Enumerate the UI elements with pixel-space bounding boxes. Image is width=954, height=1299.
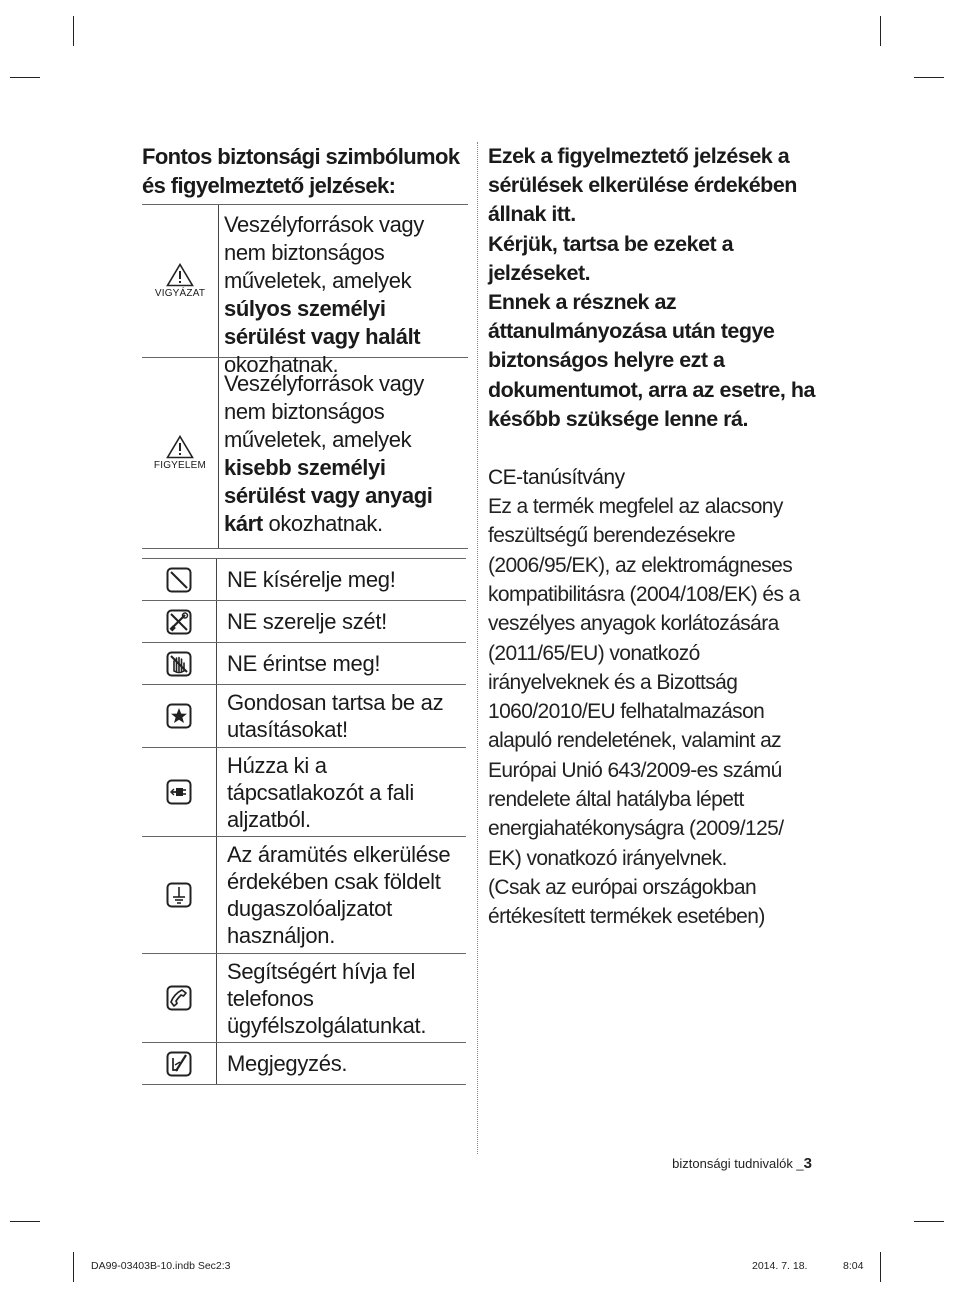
crop-mark <box>73 16 74 46</box>
slug-date: 2014. 7. 18. <box>752 1260 808 1272</box>
symbol-text: Megjegyzés. <box>227 1051 348 1076</box>
section-title-line: és figyelmeztető jelzések: <box>142 173 396 198</box>
section-title-line: Fontos biztonsági szimbólumok <box>142 144 460 169</box>
symbol-text: NE érintse meg! <box>227 651 381 676</box>
crop-mark <box>914 1221 944 1222</box>
phone-icon <box>166 985 192 1011</box>
no-touch-icon <box>166 651 192 677</box>
warning-text-plain: Veszélyforrások vagy nem biztonságos műveletek, amelyek <box>224 212 424 293</box>
symbol-text: Húzza ki a tápcsatlakozót a fali aljzatból. <box>227 752 414 832</box>
crop-mark <box>880 1252 881 1282</box>
symbol-icon-cell <box>142 837 217 953</box>
warning-triangle-icon <box>166 435 194 459</box>
warning-label: FIGYELEM <box>153 460 207 471</box>
warning-text-bold: kisebb személyi sérülést vagy anyagi kárt <box>224 455 433 536</box>
crop-mark <box>880 16 881 46</box>
star-icon <box>166 703 192 729</box>
symbol-icon-cell <box>142 601 217 642</box>
intro-paragraph: Ennek a résznek az áttanulmányozása után tegye biztonságos helyre ezt a dokumentumot, arra az esetre, ha később szüksége lenne rá. <box>488 290 815 431</box>
symbol-row <box>142 685 466 748</box>
crop-mark <box>10 77 40 78</box>
crop-mark <box>73 1252 74 1282</box>
symbol-row <box>142 837 466 954</box>
symbol-row <box>142 954 466 1043</box>
warning-row-figyelem <box>142 358 468 549</box>
warning-label: VIGYÁZAT <box>154 288 206 299</box>
symbol-text: Segítségért hívja fel telefonos ügyfélszolgálatunkat. <box>227 958 427 1038</box>
footer-section-name: biztonsági tudnivalók _ <box>672 1156 804 1171</box>
symbol-text: Az áramütés elkerülése érdekében csak földelt dugaszolóaljzatot használjon. <box>227 842 451 948</box>
slug-file: DA99-03403B-10.indb Sec2:3 <box>91 1260 231 1272</box>
ce-certificate-body: Ez a termék megfelel az alacsony feszültségű berendezésekre (2006/95/EK), az elektromágneses kompatibilitásra (2004/108/EK) és a veszélyes anyagok korlátozására (2011/65/EU) vonatkozó irányelveknek és a Bizottság 1060/2010/EU felhatalmazáson alapuló rendeletének, valamint az Európai Unió 643/2009-es számú rendelete által hatályba lépett energiahatékonyságra (2009/125/ EK) vonatkozó irányelvnek. <box>488 495 800 870</box>
symbol-table <box>142 558 466 1085</box>
symbol-text: Gondosan tartsa be az utasításokat! <box>227 690 444 742</box>
symbol-row <box>142 643 466 685</box>
page-number: 3 <box>803 1155 812 1172</box>
section-title <box>142 142 468 205</box>
symbol-icon-cell <box>142 1043 217 1084</box>
note-icon <box>166 1051 192 1077</box>
symbol-icon-cell <box>142 559 217 600</box>
symbol-text: NE szerelje szét! <box>227 609 387 634</box>
warning-triangle-icon <box>166 263 194 287</box>
warning-icon-cell <box>142 205 219 357</box>
crop-mark <box>10 1221 40 1222</box>
page-footer <box>672 1155 812 1172</box>
warning-text-plain: okozhatnak. <box>224 352 339 377</box>
intro-paragraph: Kérjük, tartsa be ezeket a jelzéseket. <box>488 231 734 285</box>
symbol-icon-cell <box>142 685 217 747</box>
symbol-row <box>142 748 466 837</box>
right-column <box>488 142 818 931</box>
warning-row-vigyazat <box>142 205 468 377</box>
warning-text-bold: súlyos személyi sérülést vagy halált <box>224 296 421 349</box>
no-disassembly-icon <box>166 609 192 635</box>
symbol-row <box>142 601 466 643</box>
safety-symbols-section <box>142 142 468 549</box>
ce-certificate-title: CE-tanúsítvány <box>488 466 625 490</box>
ground-icon <box>166 882 192 908</box>
warning-text <box>219 205 468 377</box>
symbol-text: NE kísérelje meg! <box>227 567 396 592</box>
warning-text <box>219 358 468 548</box>
symbol-icon-cell <box>142 643 217 684</box>
warning-text-plain: Veszélyforrások vagy nem biztonságos műveletek, amelyek <box>224 371 424 452</box>
intro-paragraph: Ezek a figyelmeztető jelzések a sérülések elkerülése érdekében állnak itt. <box>488 144 797 227</box>
column-divider <box>477 142 478 1154</box>
unplug-icon <box>166 779 192 805</box>
symbol-row <box>142 1043 466 1085</box>
warning-icon-cell <box>142 358 219 548</box>
slug-time: 8:04 <box>843 1260 864 1272</box>
ce-certificate-note: (Csak az európai országokban értékesített termékek esetében) <box>488 875 765 929</box>
warning-text-plain: okozhatnak. <box>262 511 383 536</box>
symbol-row <box>142 559 466 601</box>
crop-mark <box>914 77 944 78</box>
prohibited-icon <box>166 567 192 593</box>
symbol-icon-cell <box>142 748 217 836</box>
intro-text <box>488 142 818 434</box>
symbol-icon-cell <box>142 954 217 1042</box>
